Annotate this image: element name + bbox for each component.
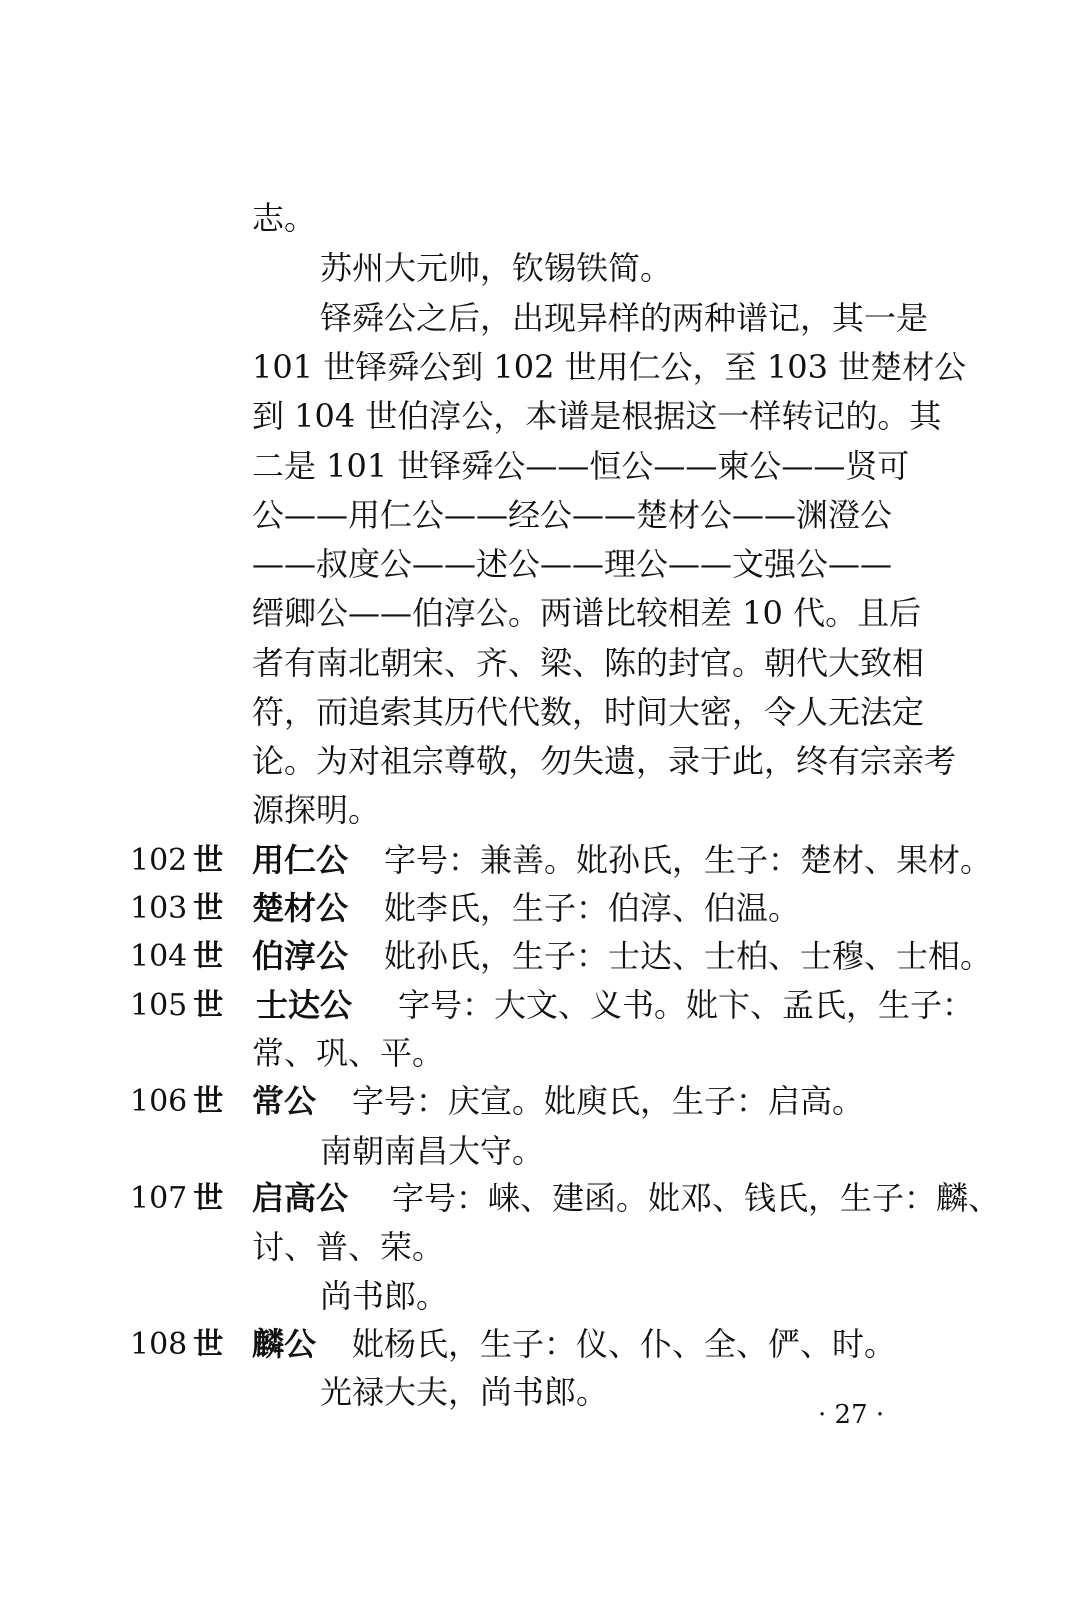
text-line: 二是 101 世铎舜公——恒公——柬公——贤可 <box>252 447 910 485</box>
entry-text: 妣杨氏，生子：仪、仆、全、俨、时。 <box>352 1325 897 1363</box>
text-line: 苏州大元帅，钦锡铁简。 <box>320 249 673 287</box>
ancestor-name: 常公 <box>252 1082 317 1120</box>
generation-char: 世 <box>193 1327 224 1362</box>
text-line: 公——用仁公——经公——楚材公——渊澄公 <box>252 496 893 534</box>
generation-number: 106 <box>130 1084 188 1119</box>
text-line: 者有南北朝宋、齐、梁、陈的封官。朝代大致相 <box>252 644 925 682</box>
ancestor-name: 用仁公 <box>252 841 349 879</box>
generation-number: 103 <box>130 891 188 926</box>
entry-text: 妣孙氏，生子：士达、士柏、士穆、士相。 <box>384 937 993 975</box>
text-line: 铎舜公之后，出现异样的两种谱记，其一是 <box>320 299 929 337</box>
generation-label <box>130 939 224 974</box>
ancestor-name: 楚材公 <box>252 889 349 927</box>
generation-label <box>130 988 224 1023</box>
entry-note: 南朝南昌大守。 <box>320 1132 545 1170</box>
text-line: ——叔度公——述公——理公——文强公—— <box>252 545 893 583</box>
entry-text: 妣李氏，生子：伯淳、伯温。 <box>384 889 801 927</box>
entry-note: 光禄大夫，尚书郎。 <box>320 1373 609 1411</box>
page-number: · 27 · <box>818 1400 885 1430</box>
generation-label <box>130 843 224 878</box>
entry-text: 字号：兼善。妣孙氏，生子：楚材、果材。 <box>384 841 993 879</box>
text-line: 志。 <box>252 199 317 237</box>
generation-number: 102 <box>130 843 188 878</box>
entry-note: 尚书郎。 <box>320 1277 449 1315</box>
generation-char: 世 <box>193 1084 224 1119</box>
ancestor-name: 士达公 <box>256 986 353 1024</box>
entry-text: 字号：崃、建函。妣邓、钱氏，生子：麟、 <box>392 1179 1001 1217</box>
text-line: 源探明。 <box>252 791 381 829</box>
generation-number: 108 <box>130 1327 188 1362</box>
generation-label <box>130 1327 224 1362</box>
generation-char: 世 <box>193 891 224 926</box>
entry-text: 字号：庆宣。妣庾氏，生子：启高。 <box>352 1082 865 1120</box>
generation-char: 世 <box>193 988 224 1023</box>
generation-label <box>130 1084 224 1119</box>
text-line: 论。为对祖宗尊敬，勿失遗，录于此，终有宗亲考 <box>252 742 957 780</box>
entry-continuation: 常、巩、平。 <box>252 1034 445 1072</box>
text-line: 缙卿公——伯淳公。两谱比较相差 10 代。且后 <box>252 594 922 632</box>
generation-char: 世 <box>193 843 224 878</box>
generation-char: 世 <box>193 1181 224 1216</box>
entry-continuation: 讨、普、荣。 <box>252 1228 445 1266</box>
text-line: 101 世铎舜公到 102 世用仁公，至 103 世楚材公 <box>252 348 967 386</box>
generation-label <box>130 1181 224 1216</box>
entry-text: 字号：大文、义书。妣卞、孟氏，生子： <box>398 986 975 1024</box>
generation-char: 世 <box>193 939 224 974</box>
generation-number: 105 <box>130 988 188 1023</box>
ancestor-name: 麟公 <box>252 1325 317 1363</box>
generation-number: 104 <box>130 939 188 974</box>
generation-label <box>130 891 224 926</box>
ancestor-name: 伯淳公 <box>252 937 349 975</box>
ancestor-name: 启高公 <box>252 1179 349 1217</box>
text-line: 到 104 世伯淳公，本谱是根据这一样转记的。其 <box>252 397 942 435</box>
text-line: 符，而追索其历代代数，时间大密，令人无法定 <box>252 693 925 731</box>
generation-number: 107 <box>130 1181 188 1216</box>
